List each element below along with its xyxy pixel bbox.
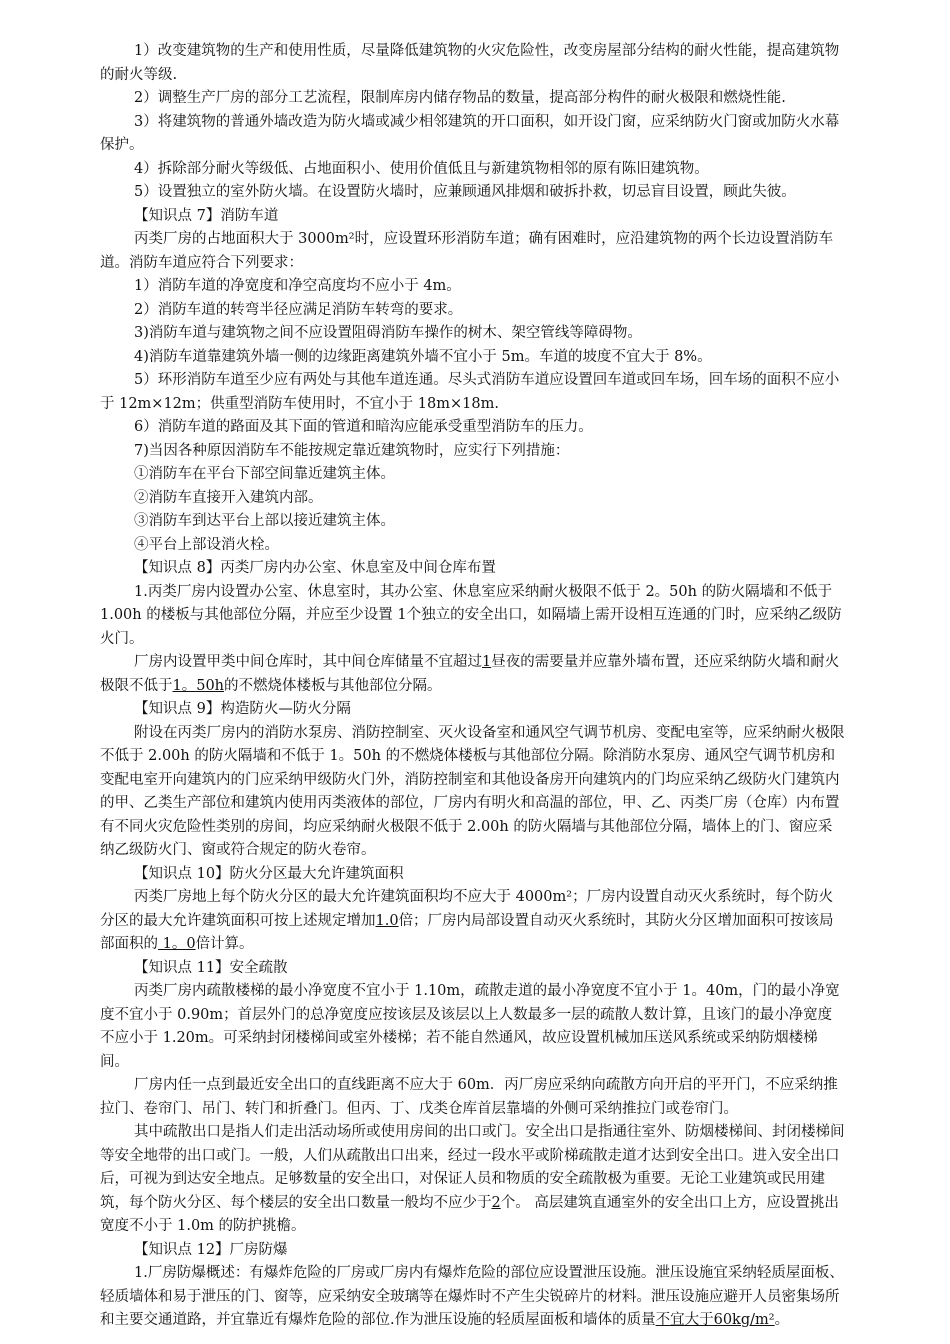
- underlined-value: 不宜大于60kg/m²: [655, 1312, 775, 1328]
- paragraph-fire-lane-4: 4)消防车道靠建筑外墙一侧的边缘距离建筑外墙不宜小于 5m。车道的坡度不宜大于 8%。: [134, 348, 712, 365]
- text-span: 厂房内设置甲类中间仓库时，其中间仓库储量不宜超过: [134, 654, 482, 670]
- underlined-value: 1.0: [375, 912, 399, 929]
- list-item-measure-4: ④平台上部设消火栓。: [134, 536, 279, 553]
- underlined-value: 2: [491, 1194, 501, 1211]
- heading-knowledge-11: 【知识点 11】安全疏散: [134, 959, 288, 976]
- underlined-value: 1。0: [158, 936, 196, 952]
- paragraph-fire-lane-intro: 丙类厂房的占地面积大于 3000m²时，应设置环形消防车道；确有困难时，应沿建筑物的两个长边设置消防车道。消防车道应符合下列要求：: [100, 231, 834, 271]
- paragraph-office-layout: 1.丙类厂房内设置办公室、休息室时，其办公室、休息室应采纳耐火极限不低于 2。50h 的防火隔墙和不低于1.00h 的楼板与其他部位分隔，并应至少设置 1个独立的安全出口，如隔墙上需开设相互连通的门时，应采纳乙级防火门。: [100, 583, 842, 647]
- underlined-value: 1: [482, 654, 492, 670]
- list-item-measure-1: ①消防车在平台下部空间靠近建筑主体。: [134, 466, 395, 482]
- list-item-measure-2: ②消防车直接开入建筑内部。: [134, 489, 323, 506]
- paragraph-2: 2）调整生产厂房的部分工艺流程，限制库房内储存物品的数量，提高部分构件的耐火极限和燃烧性能.: [134, 90, 786, 106]
- document-page: [100, 40, 845, 1333]
- paragraph-evacuation-distance: 厂房内任一点到最近安全出口的直线距离不应大于 60m．丙厂房应采纳向疏散方向开启的平开门，不应采纳推拉门、卷帘门、吊门、转门和折叠门。但丙、丁、戊类仓库首层靠墙的外侧可采纳推拉门或卷帘门。: [100, 1077, 838, 1117]
- paragraph-fire-lane-6: 6）消防车道的路面及其下面的管道和暗沟应能承受重型消防车的压力。: [134, 419, 593, 435]
- underlined-value: 1。50h: [172, 677, 225, 694]
- list-item-measure-3: ③消防车到达平台上部以接近建筑主体。: [134, 513, 395, 529]
- paragraph-5: 5）设置独立的室外防火墙。在设置防火墙时，应兼顾通风排烟和破拆扑救，切忌盲目设置，顾此失彼。: [134, 184, 796, 200]
- text-span: 倍；厂房内局部设置自动灭火系统时，其防火分区增加面积可按该局部面积的: [100, 912, 834, 952]
- paragraph-fire-lane-7: 7)当因各种原因消防车不能按规定靠近建筑物时，应实行下列措施：: [134, 442, 570, 459]
- paragraph-1: 1）改变建筑物的生产和使用性质，尽量降低建筑物的火灾危险性，改变房屋部分结构的耐火性能，提高建筑物的耐火等级.: [100, 43, 840, 83]
- paragraph-fire-lane-2: 2）消防车道的转弯半径应满足消防车转弯的要求。: [134, 301, 463, 318]
- heading-knowledge-8: 【知识点 8】丙类厂房内办公室、休息室及中间仓库布置: [134, 560, 496, 576]
- text-span: 倍计算。: [195, 936, 254, 952]
- paragraph-4: 4）拆除部分耐火等级低、占地面积小、使用价值低且与新建筑物相邻的原有陈旧建筑物。: [134, 160, 709, 177]
- paragraph-3: 3）将建筑物的普通外墙改造为防火墙或减少相邻建筑的开口面积，如开设门窗，应采纳防火门窗或加防火水幕保护。: [100, 113, 840, 153]
- text-span: 个。 高层建筑直通室外的安全出口上方，应设置挑出宽度不小于 1.0m 的防护挑檐。: [100, 1194, 839, 1234]
- paragraph-safety-exit: [100, 1121, 845, 1239]
- paragraph-fire-compartment: [100, 886, 845, 957]
- text-span: 昼夜的需要量并应靠外墙布置，还应采纳防火墙和耐火极限不低于: [100, 654, 840, 694]
- paragraph-fire-separation: 附设在丙类厂房内的消防水泵房、消防控制室、灭火设备室和通风空气调节机房、变配电室等，应采纳耐火极限不低于 2.00h 的防火隔墙和不低于 1。50h 的不燃烧体楼板与其他部位分隔。除消防水泵房、通风空气调节机房和变配电室开向建筑内的门应采纳甲级防火门外，消防控制室和其他设备房开向建筑内的门均应采纳乙级防火门建筑内的甲、乙类生产部位和建筑内使用丙类液体的部位，厂房内有明火和高温的部位，甲、乙、丙类厂房（仓库）内布置有不同火灾危险性类别的房间，均应采纳耐火极限不低于 2.00h 的防火隔墙与其他部位分隔，墙体上的门、窗应采纳乙级防火门、窗或符合规定的防火卷帘。: [100, 724, 845, 858]
- paragraph-evacuation-width: 丙类厂房内疏散楼梯的最小净宽度不宜小于 1.10m，疏散走道的最小净宽度不宜小于 1。40m，门的最小净宽度不宜小于 0.90m；首层外门的总净宽度应按该层及该层以上人数最多一层的疏散人数计算，且该门的最小净宽度不应小于 1.20m。可采纳封闭楼梯间或室外楼梯；若不能自然通风，故应设置机械加压送风系统或采纳防烟楼梯间。: [100, 983, 840, 1070]
- paragraph-fire-lane-1: 1）消防车道的净宽度和净空高度均不应小于 4m。: [134, 278, 461, 294]
- heading-knowledge-12: 【知识点 12】厂房防爆: [134, 1241, 288, 1258]
- heading-knowledge-10: 【知识点 10】防火分区最大允许建筑面积: [134, 865, 404, 882]
- text-span: 。: [774, 1312, 790, 1328]
- text-span: 的不燃烧体楼板与其他部位分隔。: [224, 677, 442, 694]
- paragraph-explosion-proof: [100, 1262, 845, 1333]
- heading-knowledge-7: 【知识点 7】消防车道: [134, 207, 279, 224]
- text-span: 1.厂房防爆概述：有爆炸危险的厂房或厂房内有爆炸危险的部位应设置泄压设施。泄压设施宜采纳轻质屋面板、轻质墙体和易于泄压的门、窗等，应采纳安全玻璃等在爆炸时不产生尖锐碎片的材料。泄压设施应避开人员密集场所和主要交通道路，并宜靠近有爆炸危险的部位.作为泄压设施的轻质屋面板和墙体的质量: [100, 1265, 844, 1328]
- text-span: 丙类厂房地上每个防火分区的最大允许建筑面积均不应大于 4000m²；厂房内设置自动灭火系统时，每个防火分区的最大允许建筑面积可按上述规定增加: [100, 889, 834, 929]
- paragraph-intermediate-warehouse: [100, 651, 845, 698]
- heading-knowledge-9: 【知识点 9】构造防火—防火分隔: [134, 701, 351, 717]
- text-span: 其中疏散出口是指人们走出活动场所或使用房间的出口或门。安全出口是指通往室外、防烟楼梯间、封闭楼梯间等安全地带的出口或门。一般，人们从疏散出口出来，经过一段水平或阶梯疏散走道才达到安全出口。进入安全出口后，可视为到达安全地点。足够数量的安全出口，对保证人员和物质的安全疏散极为重要。无论工业建筑或民用建筑，每个防火分区、每个楼层的安全出口数量一般均不应少于: [100, 1124, 845, 1211]
- paragraph-fire-lane-3: 3)消防车道与建筑物之间不应设置阻碍消防车操作的树木、架空管线等障碍物。: [134, 325, 642, 341]
- paragraph-fire-lane-5: 5）环形消防车道至少应有两处与其他车道连通。尽头式消防车道应设置回车道或回车场，回车场的面积不应小于 12m×12m；供重型消防车使用时，不宜小于 18m×18m.: [100, 372, 840, 412]
